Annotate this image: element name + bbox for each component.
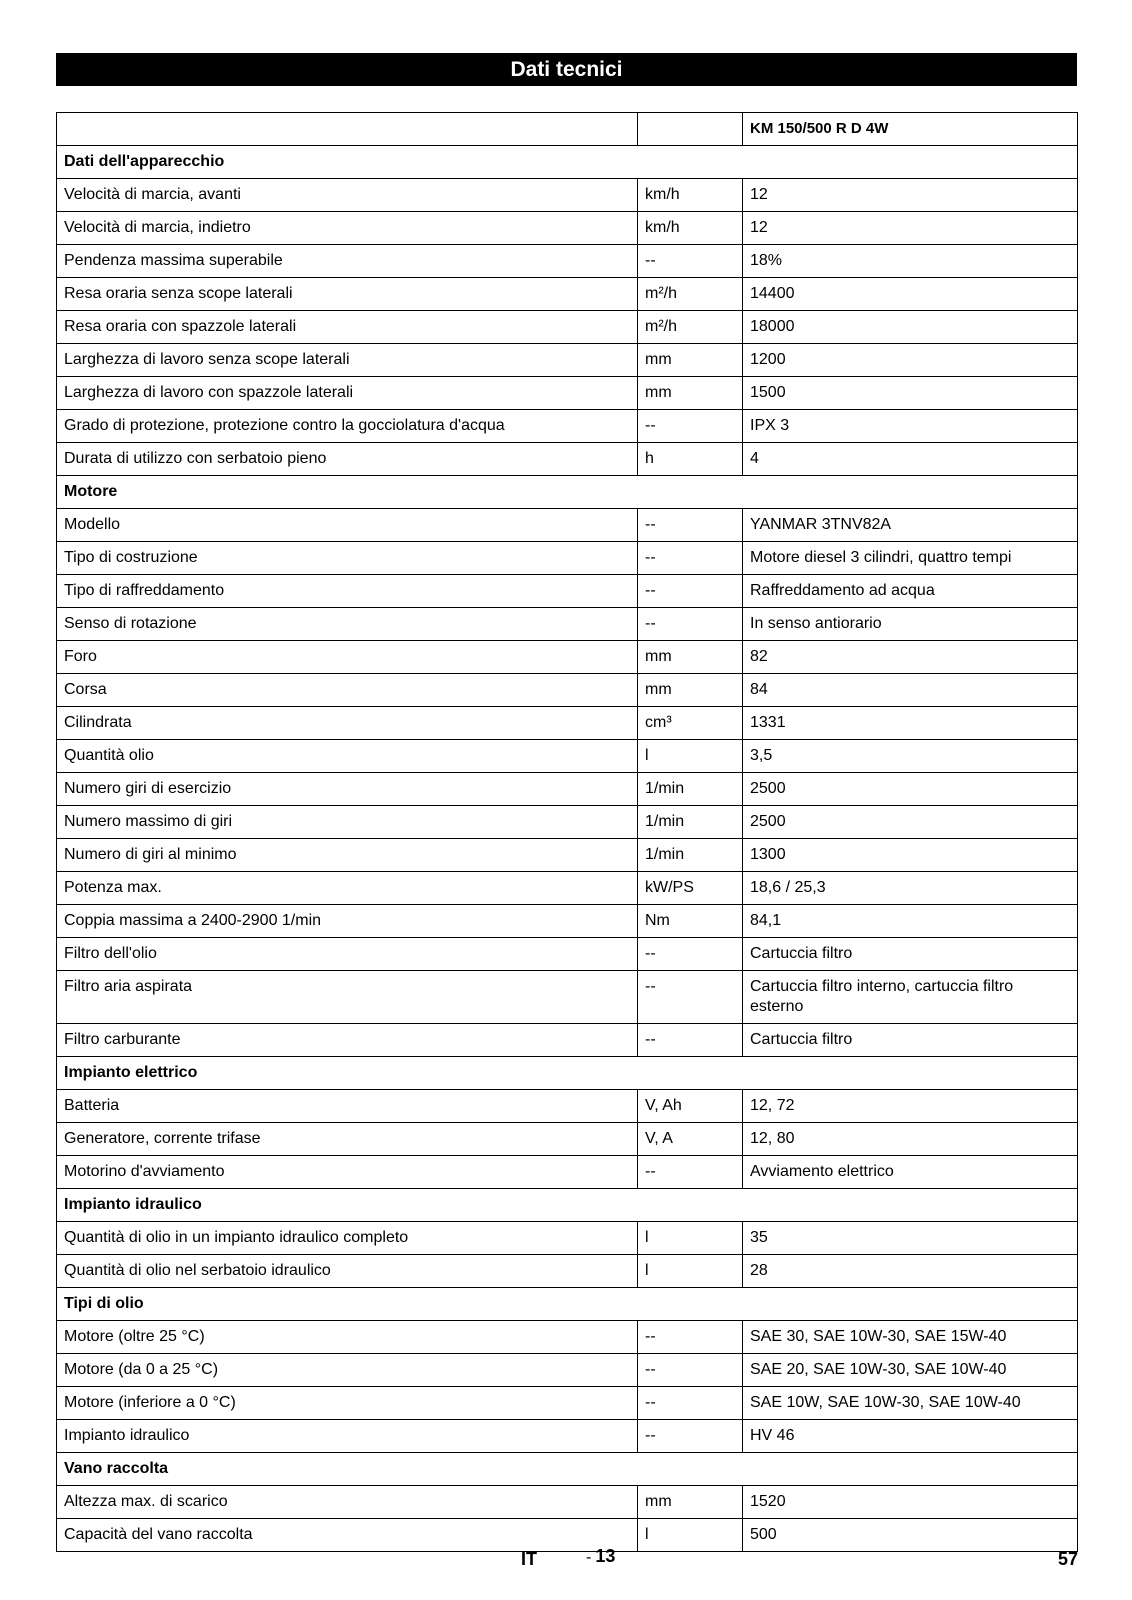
row-label: Cilindrata <box>57 707 638 740</box>
row-unit: m²/h <box>638 278 743 311</box>
row-label: Altezza max. di scarico <box>57 1486 638 1519</box>
footer-section-page <box>586 1546 615 1567</box>
row-value: SAE 20, SAE 10W-30, SAE 10W-40 <box>743 1354 1078 1387</box>
row-label: Larghezza di lavoro con spazzole laterali <box>57 377 638 410</box>
table-row <box>57 773 1078 806</box>
row-label: Numero massimo di giri <box>57 806 638 839</box>
row-label: Quantità di olio in un impianto idraulico completo <box>57 1222 638 1255</box>
table-row <box>57 377 1078 410</box>
table-row <box>57 1156 1078 1189</box>
row-unit: -- <box>638 1387 743 1420</box>
table-row <box>57 971 1078 1024</box>
footer-page-number: 57 <box>1058 1549 1079 1569</box>
row-unit: h <box>638 443 743 476</box>
row-label: Filtro dell'olio <box>57 938 638 971</box>
page-title: Dati tecnici <box>56 53 1077 86</box>
row-value: 2500 <box>743 806 1078 839</box>
section-row <box>57 1189 1078 1222</box>
row-unit: -- <box>638 245 743 278</box>
table-row <box>57 1255 1078 1288</box>
model-header: KM 150/500 R D 4W <box>743 113 1078 146</box>
row-unit: mm <box>638 1486 743 1519</box>
row-label: Grado di protezione, protezione contro la gocciolatura d'acqua <box>57 410 638 443</box>
row-value: Cartuccia filtro <box>743 1024 1078 1057</box>
row-value: 1300 <box>743 839 1078 872</box>
row-value: 1200 <box>743 344 1078 377</box>
row-label: Numero giri di esercizio <box>57 773 638 806</box>
table-row <box>57 806 1078 839</box>
row-label: Generatore, corrente trifase <box>57 1123 638 1156</box>
table-row <box>57 707 1078 740</box>
table-row <box>57 839 1078 872</box>
row-label: Tipo di raffreddamento <box>57 575 638 608</box>
row-unit: -- <box>638 509 743 542</box>
row-unit: mm <box>638 641 743 674</box>
table-row <box>57 344 1078 377</box>
section-row <box>57 476 1078 509</box>
row-label: Quantità olio <box>57 740 638 773</box>
row-unit: -- <box>638 938 743 971</box>
row-value: Raffreddamento ad acqua <box>743 575 1078 608</box>
row-label: Modello <box>57 509 638 542</box>
table-row <box>57 1486 1078 1519</box>
footer-language: IT <box>521 1549 537 1569</box>
row-label: Durata di utilizzo con serbatoio pieno <box>57 443 638 476</box>
table-row <box>57 641 1078 674</box>
row-value: 12 <box>743 179 1078 212</box>
row-unit: -- <box>638 1024 743 1057</box>
row-value: 14400 <box>743 278 1078 311</box>
table-row <box>57 938 1078 971</box>
row-value: HV 46 <box>743 1420 1078 1453</box>
row-unit: 1/min <box>638 839 743 872</box>
header-empty-unit <box>638 113 743 146</box>
row-label: Pendenza massima superabile <box>57 245 638 278</box>
row-unit: 1/min <box>638 806 743 839</box>
row-unit: km/h <box>638 212 743 245</box>
table-row <box>57 1222 1078 1255</box>
section-row <box>57 146 1078 179</box>
row-unit: Nm <box>638 905 743 938</box>
row-value: 84 <box>743 674 1078 707</box>
row-unit: l <box>638 1519 743 1552</box>
row-label: Velocità di marcia, indietro <box>57 212 638 245</box>
row-value: 82 <box>743 641 1078 674</box>
row-value: Cartuccia filtro <box>743 938 1078 971</box>
row-unit: -- <box>638 1321 743 1354</box>
row-unit: cm³ <box>638 707 743 740</box>
section-title: Dati dell'apparecchio <box>57 146 1078 179</box>
row-value: 12 <box>743 212 1078 245</box>
technical-data-table <box>56 112 1078 1552</box>
row-value: Cartuccia filtro interno, cartuccia filtro esterno <box>743 971 1078 1024</box>
section-title: Impianto idraulico <box>57 1189 1078 1222</box>
table-header-row <box>57 113 1078 146</box>
section-title: Vano raccolta <box>57 1453 1078 1486</box>
section-row <box>57 1288 1078 1321</box>
row-value: Motore diesel 3 cilindri, quattro tempi <box>743 542 1078 575</box>
section-title: Tipi di olio <box>57 1288 1078 1321</box>
row-label: Motore (inferiore a 0 °C) <box>57 1387 638 1420</box>
section-title: Motore <box>57 476 1078 509</box>
row-label: Corsa <box>57 674 638 707</box>
row-label: Velocità di marcia, avanti <box>57 179 638 212</box>
row-unit: -- <box>638 575 743 608</box>
table-row <box>57 1024 1078 1057</box>
row-value: 84,1 <box>743 905 1078 938</box>
table-row <box>57 1123 1078 1156</box>
table-row <box>57 905 1078 938</box>
row-label: Tipo di costruzione <box>57 542 638 575</box>
row-unit: -- <box>638 971 743 1024</box>
row-value: Avviamento elettrico <box>743 1156 1078 1189</box>
row-value: SAE 10W, SAE 10W-30, SAE 10W-40 <box>743 1387 1078 1420</box>
row-unit: -- <box>638 542 743 575</box>
row-label: Resa oraria con spazzole laterali <box>57 311 638 344</box>
footer-local-page: 13 <box>595 1546 616 1566</box>
footer-dash: - <box>586 1549 592 1566</box>
row-value: 12, 80 <box>743 1123 1078 1156</box>
table-row <box>57 212 1078 245</box>
row-label: Filtro aria aspirata <box>57 971 638 1024</box>
table-row <box>57 245 1078 278</box>
row-value: 28 <box>743 1255 1078 1288</box>
row-value: YANMAR 3TNV82A <box>743 509 1078 542</box>
row-label: Motore (da 0 a 25 °C) <box>57 1354 638 1387</box>
row-value: 12, 72 <box>743 1090 1078 1123</box>
table-row <box>57 311 1078 344</box>
table-row <box>57 674 1078 707</box>
table-row <box>57 1090 1078 1123</box>
table-row <box>57 443 1078 476</box>
row-label: Motore (oltre 25 °C) <box>57 1321 638 1354</box>
row-unit: -- <box>638 1354 743 1387</box>
row-value: 2500 <box>743 773 1078 806</box>
row-label: Numero di giri al minimo <box>57 839 638 872</box>
row-unit: mm <box>638 377 743 410</box>
row-unit: V, Ah <box>638 1090 743 1123</box>
table-row <box>57 740 1078 773</box>
row-unit: l <box>638 1255 743 1288</box>
row-value: IPX 3 <box>743 410 1078 443</box>
row-value: 18000 <box>743 311 1078 344</box>
table-row <box>57 1321 1078 1354</box>
row-value: SAE 30, SAE 10W-30, SAE 15W-40 <box>743 1321 1078 1354</box>
row-unit: -- <box>638 1420 743 1453</box>
row-unit: 1/min <box>638 773 743 806</box>
row-label: Resa oraria senza scope laterali <box>57 278 638 311</box>
row-unit: mm <box>638 674 743 707</box>
section-row <box>57 1057 1078 1090</box>
section-title: Impianto elettrico <box>57 1057 1078 1090</box>
table-row <box>57 575 1078 608</box>
table-row <box>57 1387 1078 1420</box>
row-value: 3,5 <box>743 740 1078 773</box>
row-unit: V, A <box>638 1123 743 1156</box>
row-unit: l <box>638 1222 743 1255</box>
row-value: 1500 <box>743 377 1078 410</box>
table-row <box>57 1354 1078 1387</box>
row-label: Larghezza di lavoro senza scope laterali <box>57 344 638 377</box>
row-label: Quantità di olio nel serbatoio idraulico <box>57 1255 638 1288</box>
table-row <box>57 410 1078 443</box>
row-label: Impianto idraulico <box>57 1420 638 1453</box>
row-value: 18,6 / 25,3 <box>743 872 1078 905</box>
table-row <box>57 278 1078 311</box>
table-row <box>57 179 1078 212</box>
row-label: Batteria <box>57 1090 638 1123</box>
row-value: In senso antiorario <box>743 608 1078 641</box>
row-unit: m²/h <box>638 311 743 344</box>
row-unit: mm <box>638 344 743 377</box>
row-unit: -- <box>638 1156 743 1189</box>
row-unit: kW/PS <box>638 872 743 905</box>
row-value: 18% <box>743 245 1078 278</box>
row-unit: -- <box>638 410 743 443</box>
row-unit: km/h <box>638 179 743 212</box>
row-label: Capacità del vano raccolta <box>57 1519 638 1552</box>
table-row <box>57 509 1078 542</box>
table-row <box>57 542 1078 575</box>
row-label: Potenza max. <box>57 872 638 905</box>
header-empty-label <box>57 113 638 146</box>
row-value: 1331 <box>743 707 1078 740</box>
row-label: Senso di rotazione <box>57 608 638 641</box>
row-value: 1520 <box>743 1486 1078 1519</box>
row-value: 4 <box>743 443 1078 476</box>
row-unit: l <box>638 740 743 773</box>
table-row <box>57 1420 1078 1453</box>
row-label: Coppia massima a 2400-2900 1/min <box>57 905 638 938</box>
row-label: Motorino d'avviamento <box>57 1156 638 1189</box>
table-row <box>57 872 1078 905</box>
row-value: 35 <box>743 1222 1078 1255</box>
section-row <box>57 1453 1078 1486</box>
row-value: 500 <box>743 1519 1078 1552</box>
row-unit: -- <box>638 608 743 641</box>
table-row <box>57 608 1078 641</box>
table-row <box>57 1519 1078 1552</box>
row-label: Foro <box>57 641 638 674</box>
row-label: Filtro carburante <box>57 1024 638 1057</box>
